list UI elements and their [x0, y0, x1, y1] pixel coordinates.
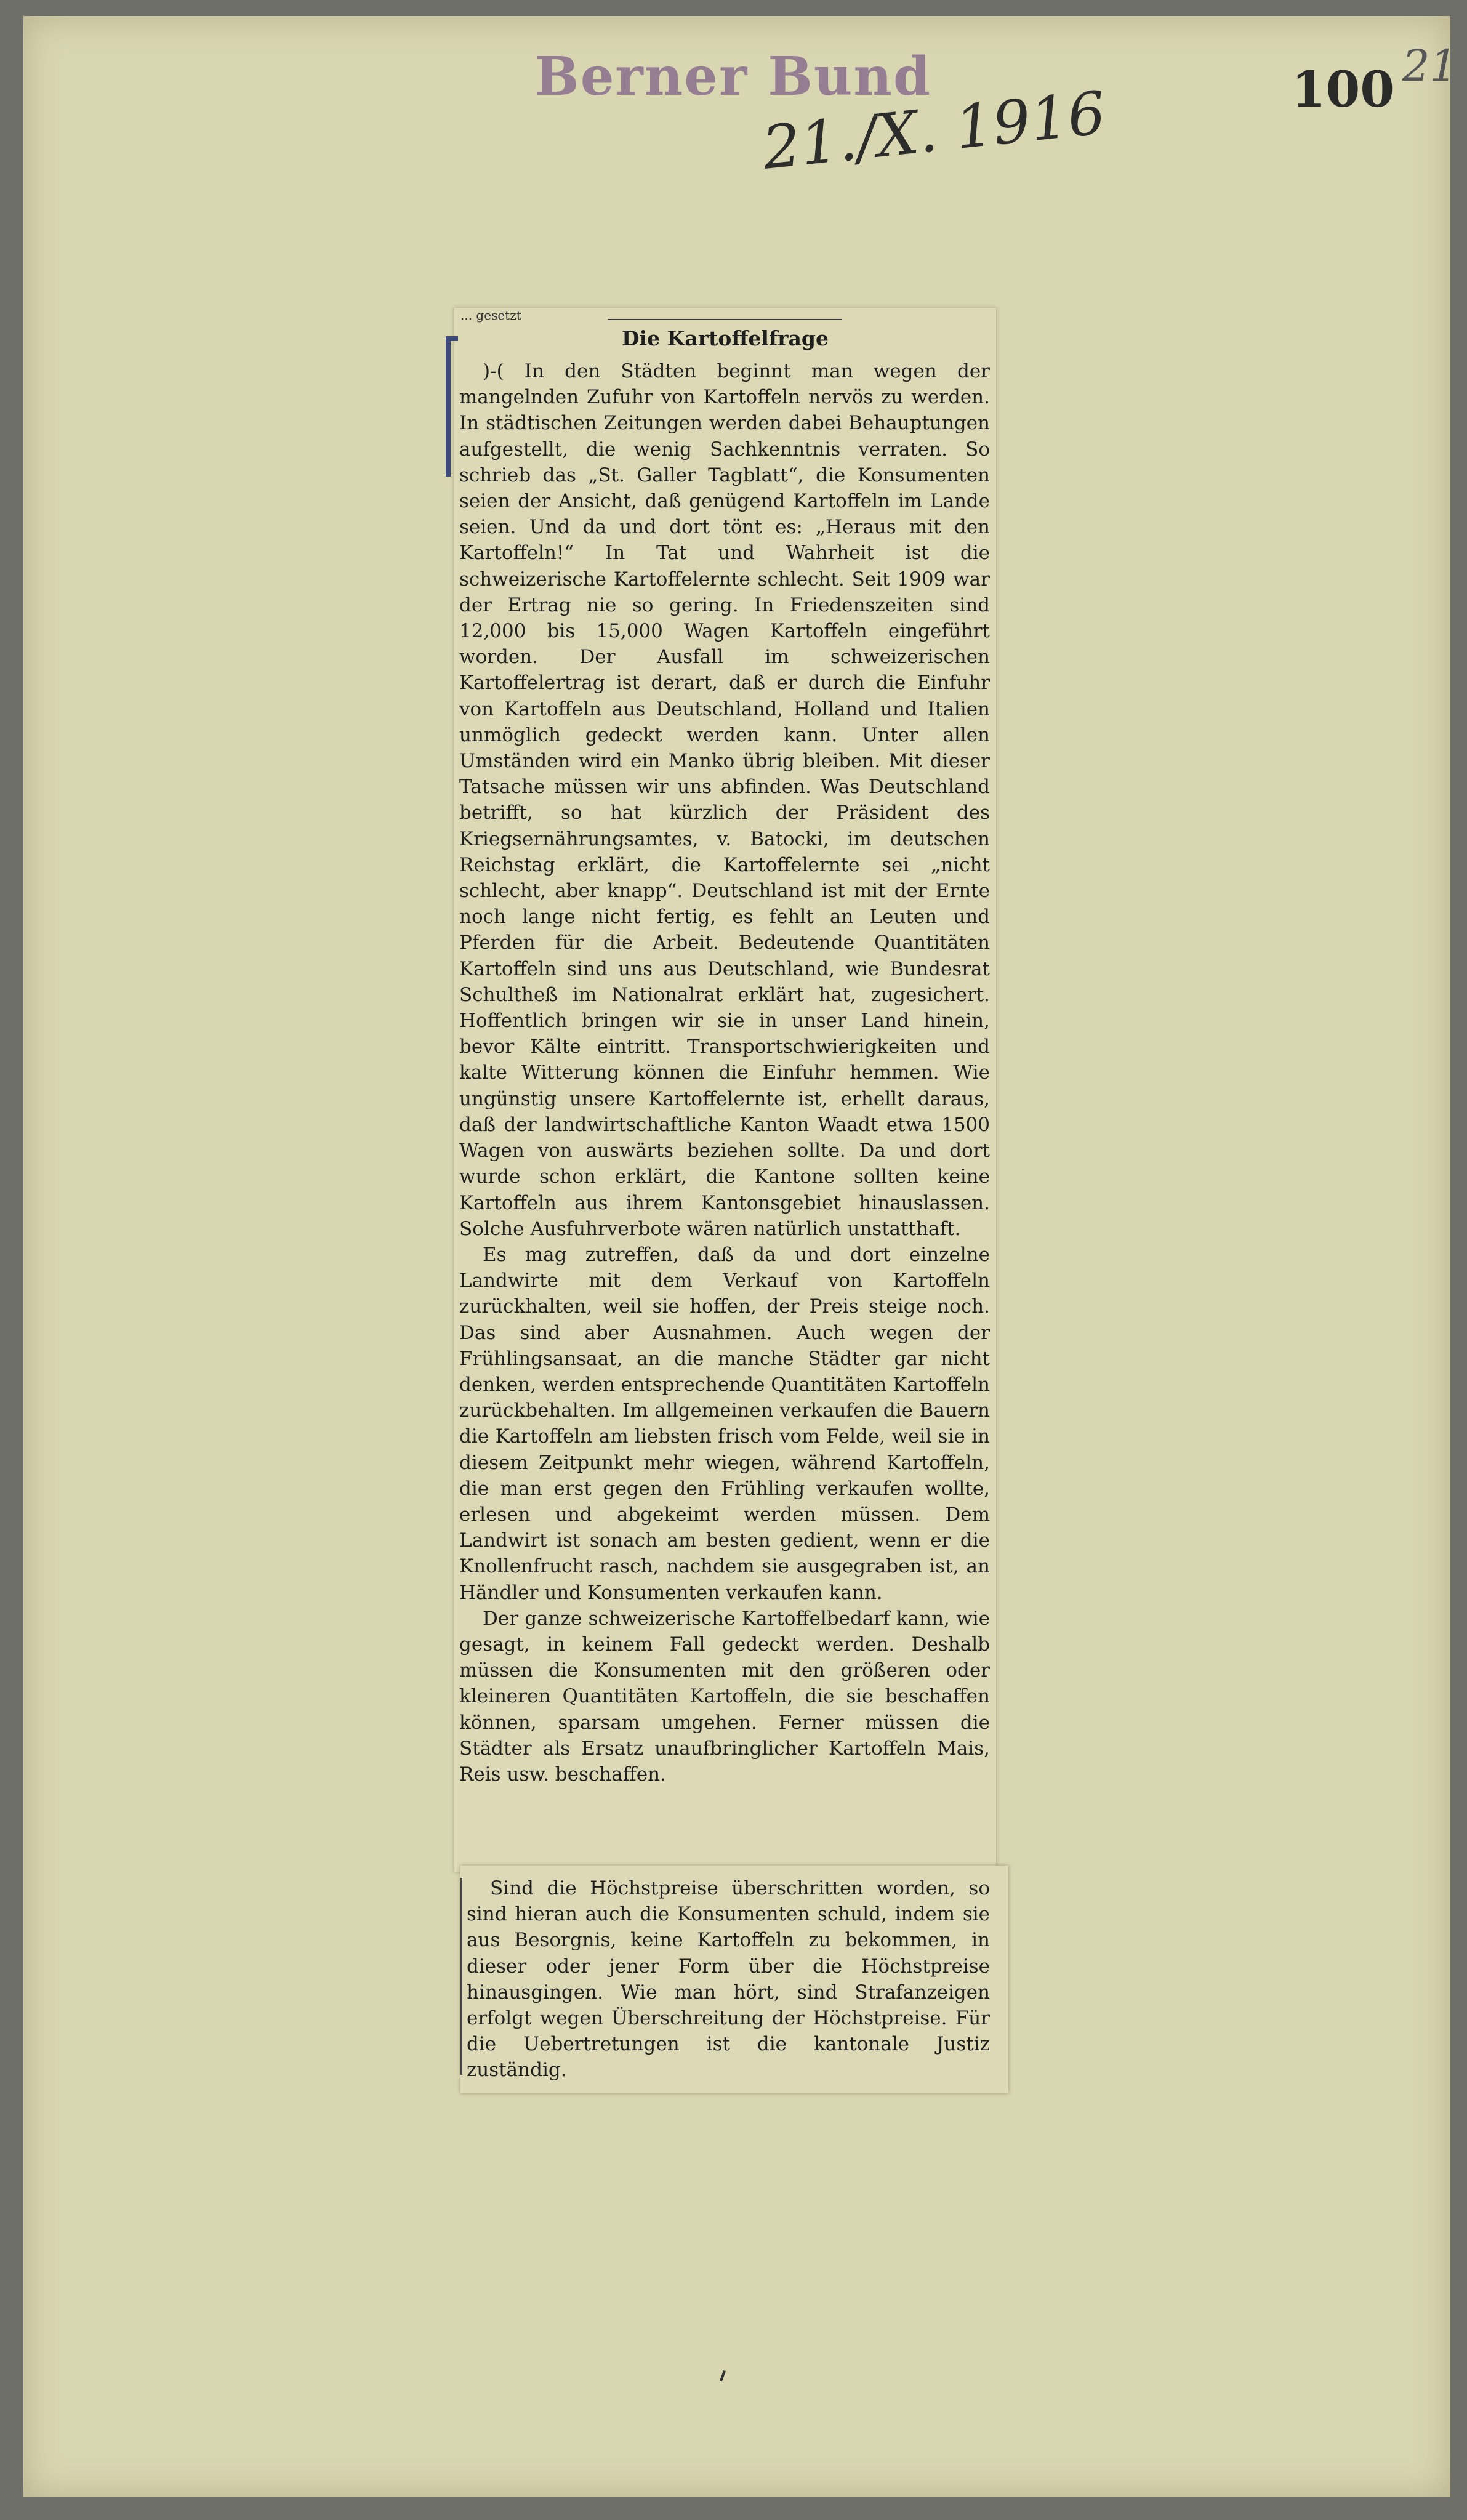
margin-line [460, 1878, 462, 2075]
newspaper-clipping [454, 308, 996, 1872]
headline-rule [608, 319, 842, 320]
corner-mark: 21 [1402, 41, 1458, 91]
addendum-clipping [460, 1866, 1008, 2093]
blue-pencil-bracket [446, 336, 458, 477]
page-number: 100 [1292, 60, 1394, 118]
cut-top-text: ... gesetzt [460, 308, 521, 323]
article-body [459, 358, 990, 1787]
handwritten-date: 21./X. 1916 [759, 78, 1109, 183]
article-title: Die Kartoffelfrage [622, 326, 829, 350]
newspaper-stamp: Berner Bund [534, 46, 932, 108]
paragraph: Der ganze schweizerische Kartoffelbedarf kann, wie gesagt, in keinem Fall gedeckt werden. Deshalb müssen die Konsumenten mit den größeren oder kleineren Quantitäten Kartoffeln, die sie beschaffen können, sparsam umgehen. Ferner müssen die Städter als Ersatz unaufbringlicher Kartoffeln Mais, Reis usw. beschaffen. [459, 1607, 990, 1785]
paragraph: )-( In den Städten beginnt man wegen der mangelnden Zufuhr von Kartoffeln nervös zu werden. In städtischen Zeitungen werden dabei Behauptungen aufgestellt, die wenig Sachkenntnis verraten. So schrieb das „St. Galler Tagblatt“, die Konsumenten seien der Ansicht, daß genügend Kartoffeln im Lande seien. Und da und dort tönt es: „Heraus mit den Kartoffeln!“ In Tat und Wahrheit ist die schweizerische Kartoffelernte schlecht. Seit 1909 war der Ertrag nie so gering. In Friedenszeiten sind 12,000 bis 15,000 Wagen Kartoffeln eingeführt worden. Der Ausfall im schweizerischen Kartoffelertrag ist derart, daß er durch die Einfuhr von Kartoffeln aus Deutschland, Holland und Italien unmöglich gedeckt werden kann. Unter allen Umständen wird ein Manko übrig bleiben. Mit dieser Tatsache müssen wir uns abfinden. Was Deutschland betrifft, so hat kürzlich der Präsident des Kriegsernährungsamtes, v. Batocki, im deutschen Reichstag erklärt, die Kartoffelernte sei „nicht schlecht, aber knapp“. Deutschland ist mit der Ernte noch lange nicht fertig, es fehlt an Leuten und Pferden für die Arbeit. Bedeutende Quantitäten Kartoffeln sind uns aus Deutschland, wie Bundesrat Schultheß im Nationalrat erklärt hat, zugesichert. Hoffentlich bringen wir sie in unser Land hinein, bevor Kälte eintritt. Transportschwierigkeiten und kalte Witterung können die Einfuhr hemmen. Wie ungünstig unsere Kartoffelernte ist, erhellt daraus, daß der landwirtschaftliche Kanton Waadt etwa 1500 Wagen von auswärts beziehen sollte. Da und dort wurde schon erklärt, die Kantone sollten keine Kartoffeln aus ihrem Kantonsgebiet hinauslassen. Solche Ausfuhrverbote wären natürlich unstatthaft. [459, 360, 990, 1240]
addendum-text: Sind die Höchstpreise überschritten worden, so sind hieran auch die Konsumenten schuld, indem sie aus Besorgnis, keine Kartoffeln zu bekommen, in dieser oder jener Form über die Höchstpreise hinausgingen. Wie man hört, sind Strafanzeigen erfolgt wegen Überschreitung der Höchstpreise. Für die Uebertretungen ist die kantonale Justiz zuständig. [467, 1877, 990, 2082]
paragraph: Es mag zutreffen, daß da und dort einzelne Landwirte mit dem Verkauf von Kartoffeln zurückhalten, weil sie hoffen, der Preis steige noch. Das sind aber Ausnahmen. Auch wegen der Frühlingsansaat, an die manche Städter gar nicht denken, werden entsprechende Quantitäten Kartoffeln zurückbehalten. Im allgemeinen verkaufen die Bauern die Kartoffeln am liebsten frisch vom Felde, weil sie in diesem Zeitpunkt mehr wiegen, während Kartoffeln, die man erst gegen den Frühling verkaufen wollte, erlesen und abgekeimt werden müssen. Dem Landwirt ist sonach am besten gedient, wenn er die Knollenfrucht rasch, nachdem sie ausgegraben ist, an Händler und Konsumenten verkaufen kann. [459, 1243, 990, 1604]
